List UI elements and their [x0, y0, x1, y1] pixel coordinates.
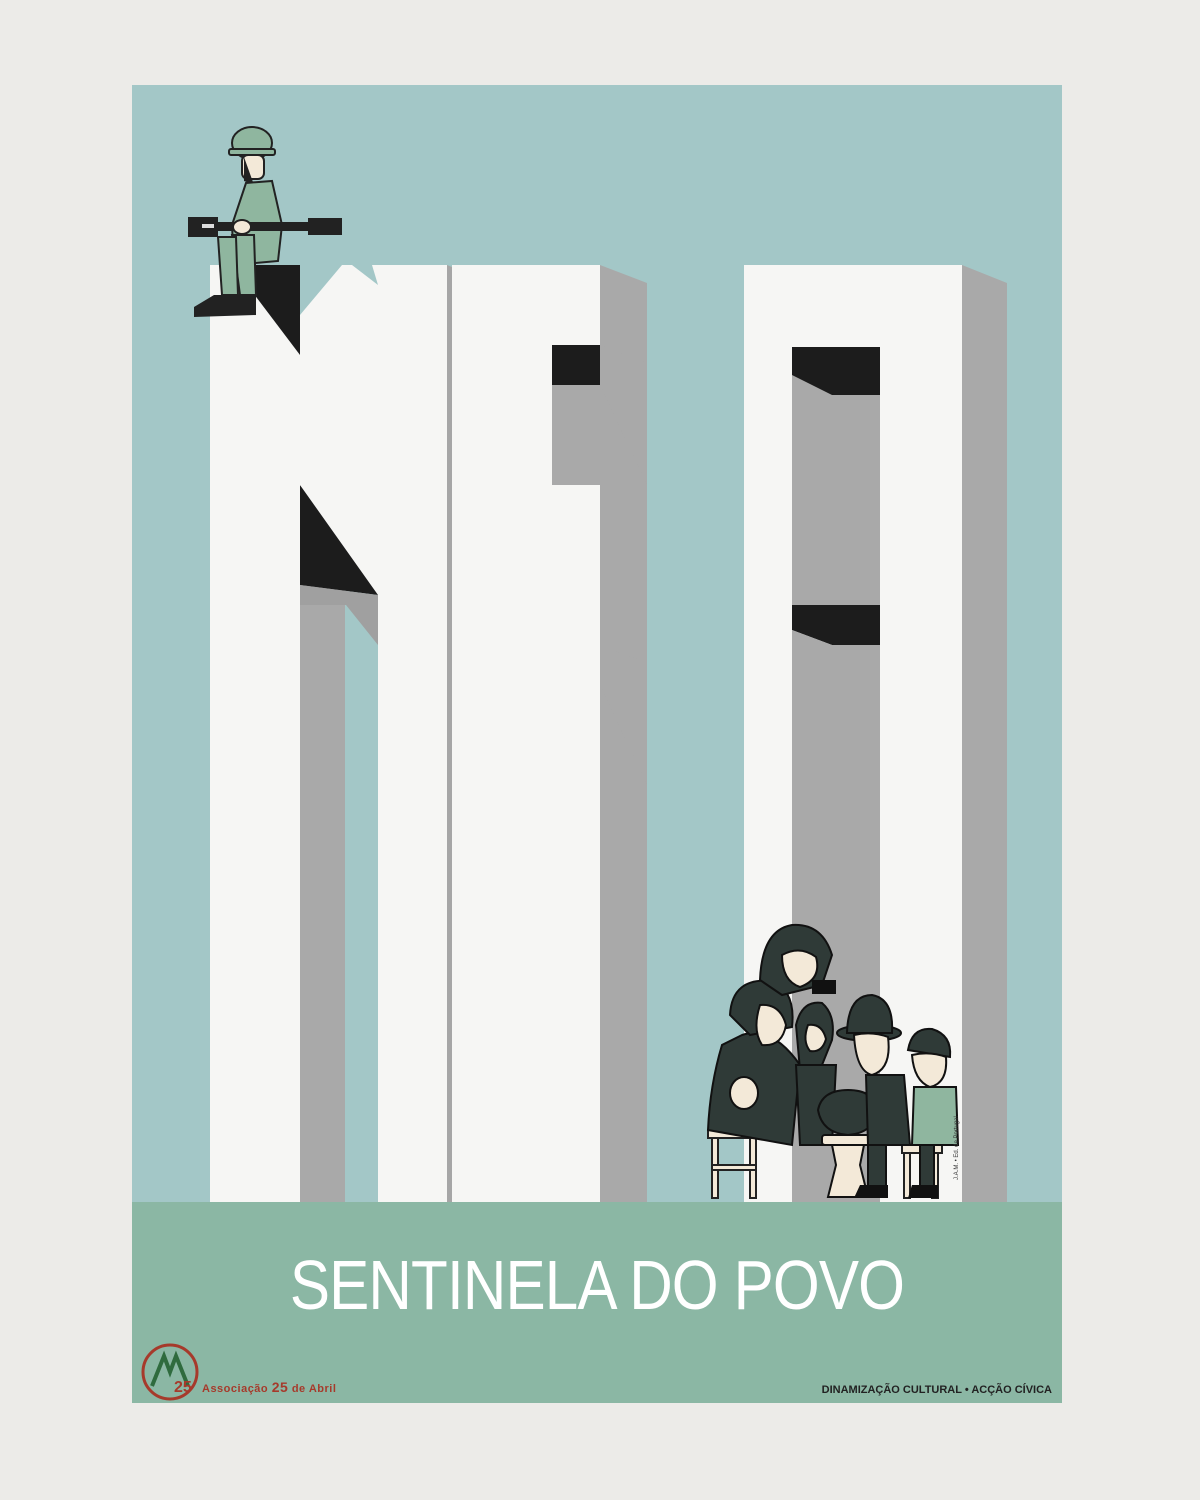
- organization-name: [202, 1379, 336, 1395]
- letter-m: [210, 265, 492, 1202]
- poster: [132, 85, 1062, 1403]
- letter-f: [452, 265, 647, 1202]
- footer-tagline: DINAMIZAÇÃO CULTURAL • ACÇÃO CÍVICA: [821, 1384, 1052, 1396]
- org-name-part1: Associação: [202, 1383, 272, 1395]
- org-name-part2: de Abril: [288, 1383, 337, 1395]
- svg-text:25: 25: [174, 1379, 192, 1396]
- artist-credit: J.A.M. • Ed. de Portugal: [954, 1116, 960, 1180]
- slogan: SENTINELA DO POVO: [289, 1246, 905, 1324]
- org-name-number: 25: [271, 1379, 289, 1395]
- organization-logo-icon: [140, 1342, 200, 1402]
